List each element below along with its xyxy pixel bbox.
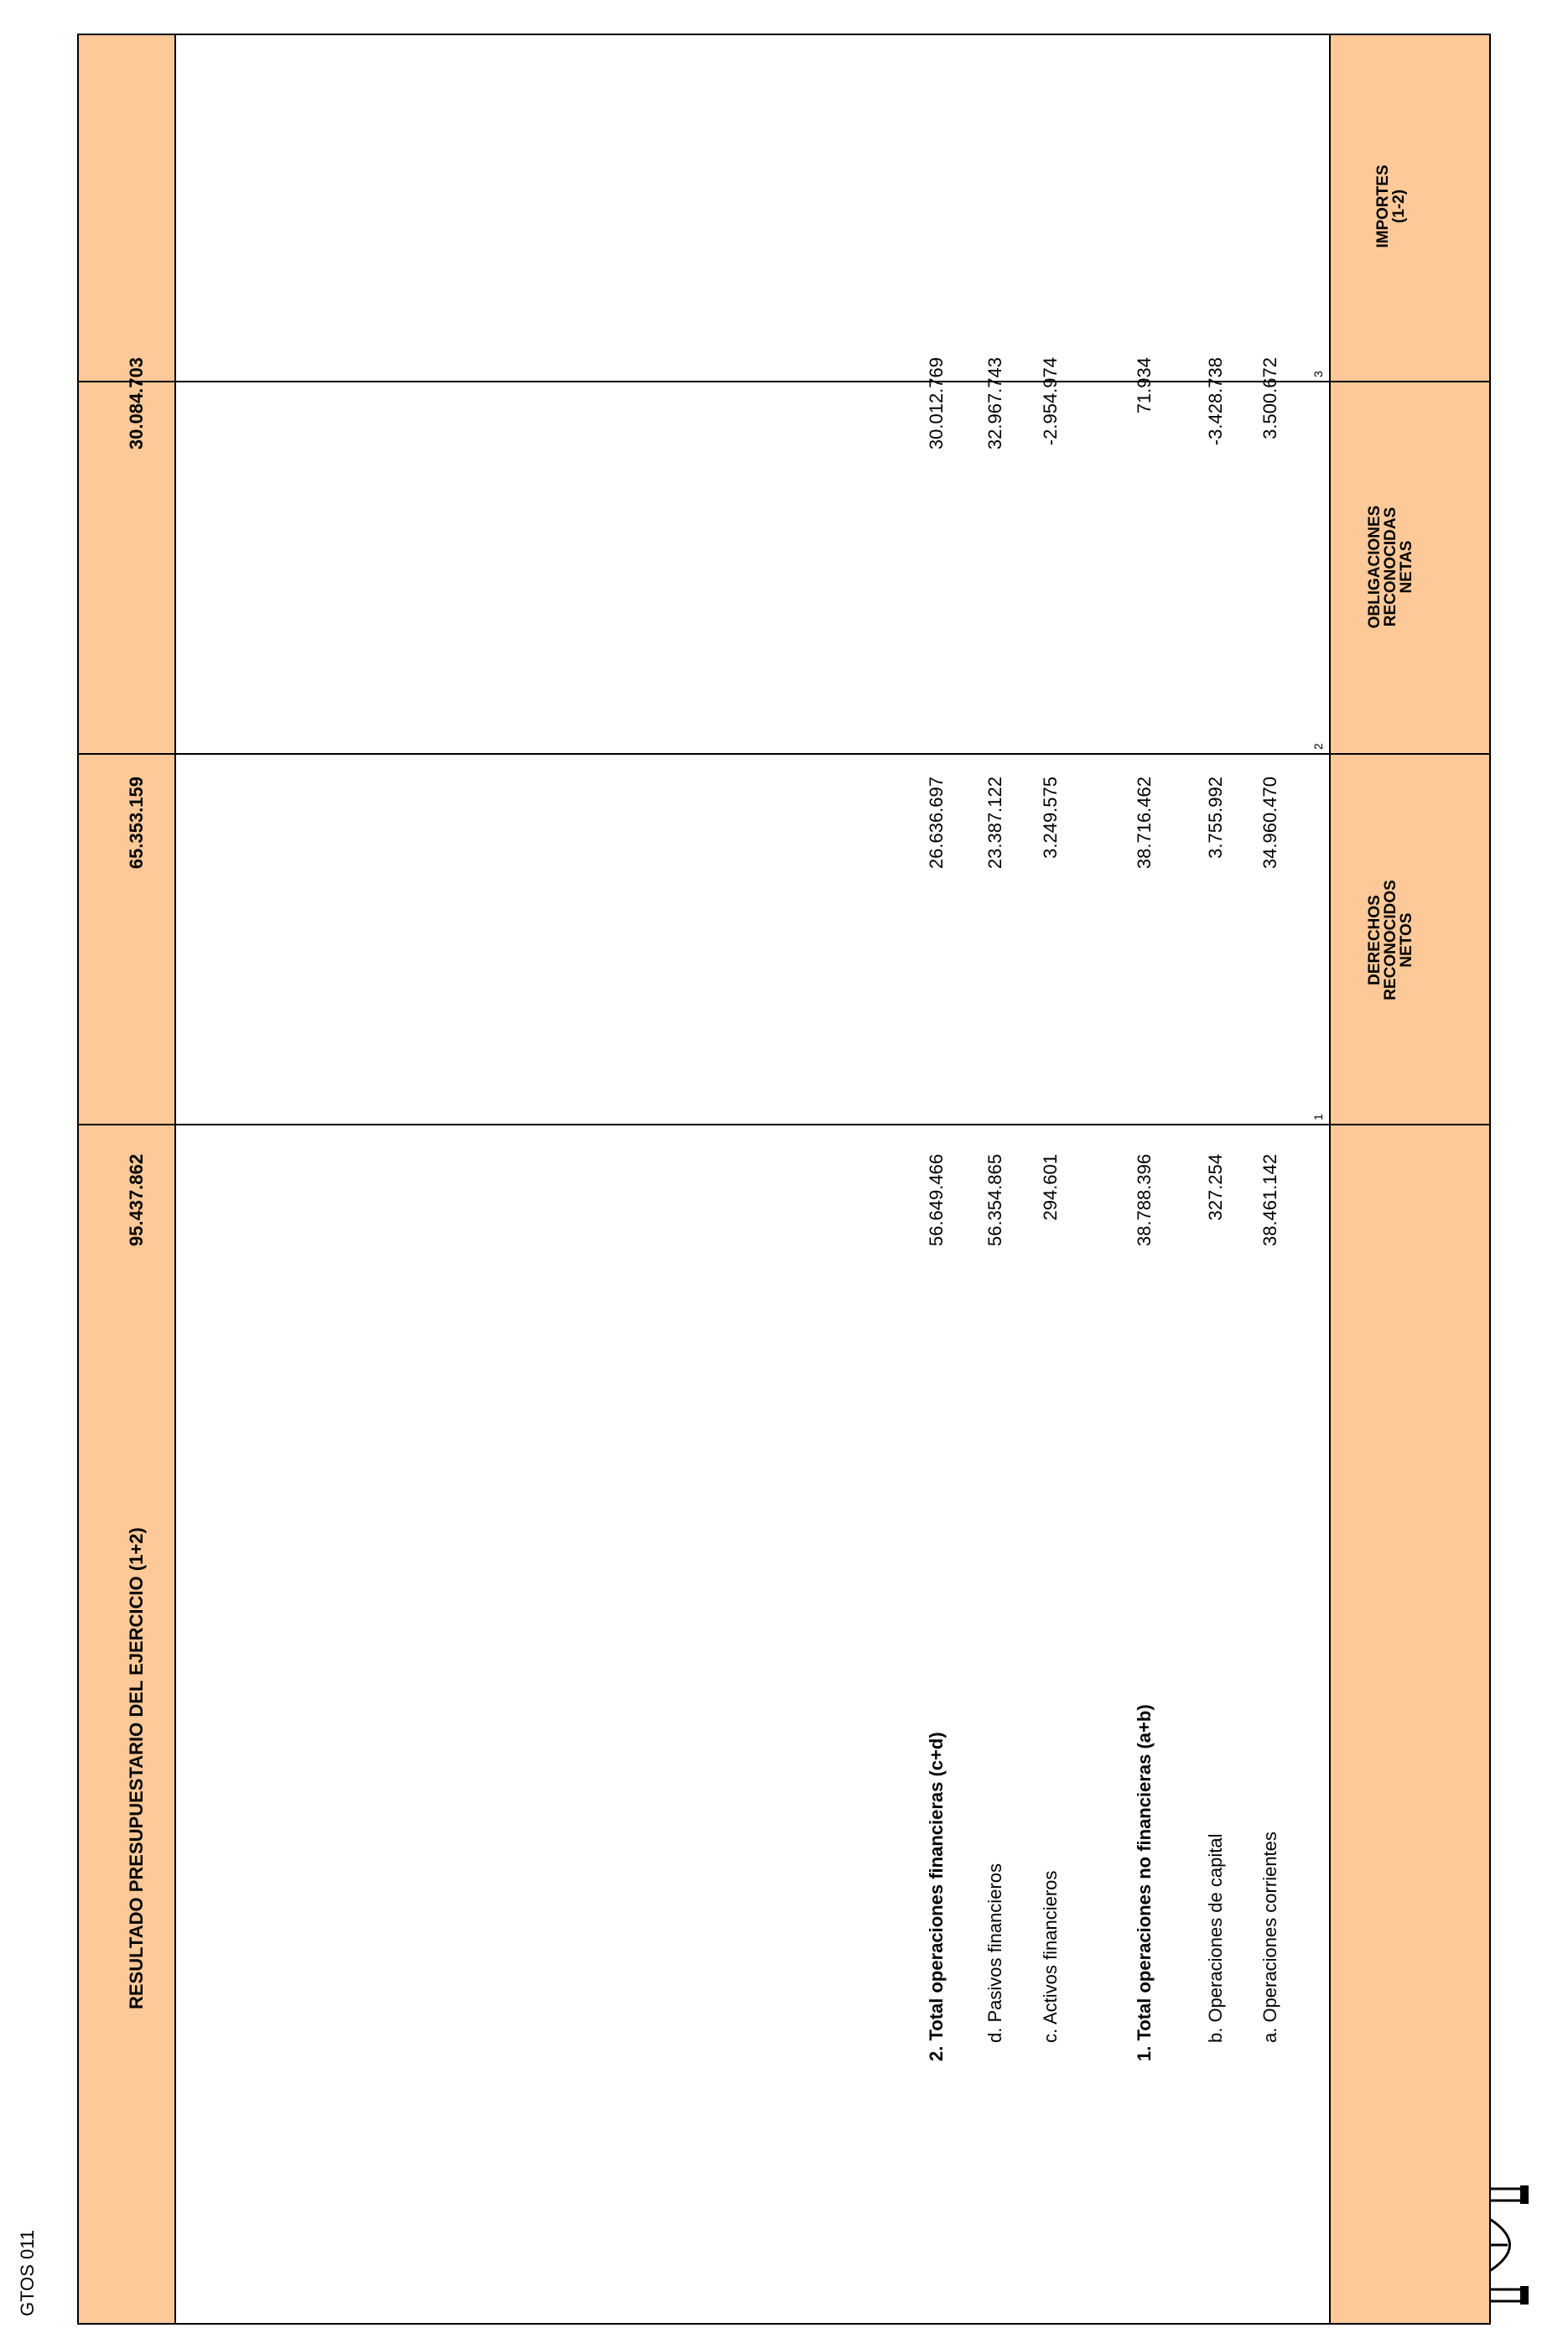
col-header-line: NETAS	[1398, 540, 1415, 594]
col-header-obligaciones	[1367, 466, 1415, 668]
cell-obligaciones: 3.755.992	[1205, 777, 1226, 859]
divider-total	[174, 34, 176, 2325]
document-code: GTOS 011	[17, 2229, 38, 2316]
row-label-fill-top	[1331, 35, 1489, 2323]
col-header-line: (1-2)	[1390, 189, 1408, 224]
col-header-line: IMPORTES	[1374, 164, 1392, 248]
col-header-line: RECONOCIDAS	[1382, 507, 1399, 627]
col-number-3: 3	[1311, 371, 1325, 377]
col-header-line: RECONOCIDOS	[1382, 880, 1399, 1000]
col-header-line: DERECHOS	[1366, 895, 1384, 985]
col-number-1: 1	[1311, 1114, 1325, 1120]
row-label: b. Operaciones de capital	[1205, 1833, 1226, 2043]
col-number-2: 2	[1311, 743, 1325, 750]
cell-derechos: 38.788.396	[1134, 1154, 1155, 1247]
total-importes: 30.084.703	[126, 357, 147, 450]
row-label: 1. Total operaciones no financieras (a+b)	[1134, 1704, 1155, 2061]
cell-derechos: 294.601	[1040, 1154, 1061, 1221]
divider-header	[1329, 34, 1331, 2325]
cell-importes: 30.012.769	[926, 357, 947, 450]
row-label: a. Operaciones corrientes	[1259, 1832, 1280, 2043]
cell-obligaciones: 23.387.122	[984, 777, 1005, 870]
cell-importes: -2.954.974	[1040, 357, 1061, 446]
divider-col-2	[77, 753, 1491, 755]
cell-derechos: 327.254	[1205, 1154, 1226, 1221]
total-derechos: 95.437.862	[126, 1154, 147, 1247]
cell-derechos: 38.461.142	[1259, 1154, 1280, 1247]
cell-importes: 3.500.672	[1259, 357, 1280, 439]
cell-derechos: 56.649.466	[926, 1154, 947, 1247]
row-label: d. Pasivos financieros	[984, 1863, 1005, 2043]
total-obligaciones: 65.353.159	[126, 777, 147, 870]
cell-importes: -3.428.738	[1205, 357, 1226, 446]
cell-obligaciones: 3.249.575	[1040, 777, 1061, 859]
total-label: RESULTADO PRESUPUESTARIO DEL EJERCICIO (1+2)	[126, 1527, 147, 2009]
cell-importes: 32.967.743	[984, 357, 1005, 450]
col-header-importes	[1375, 106, 1407, 307]
cell-obligaciones: 26.636.697	[926, 777, 947, 870]
cell-obligaciones: 38.716.462	[1134, 777, 1155, 870]
col-header-line: OBLIGACIONES	[1366, 505, 1384, 629]
row-label: 2. Total operaciones financieras (c+d)	[926, 1732, 947, 2061]
cell-obligaciones: 34.960.470	[1259, 777, 1280, 870]
col-header-line: NETOS	[1398, 912, 1415, 968]
divider-col-1	[77, 1124, 1491, 1125]
cell-importes: 71.934	[1134, 357, 1155, 414]
col-header-derechos	[1367, 839, 1415, 1041]
cell-derechos: 56.354.865	[984, 1154, 1005, 1247]
row-label: c. Activos financieros	[1040, 1870, 1061, 2043]
